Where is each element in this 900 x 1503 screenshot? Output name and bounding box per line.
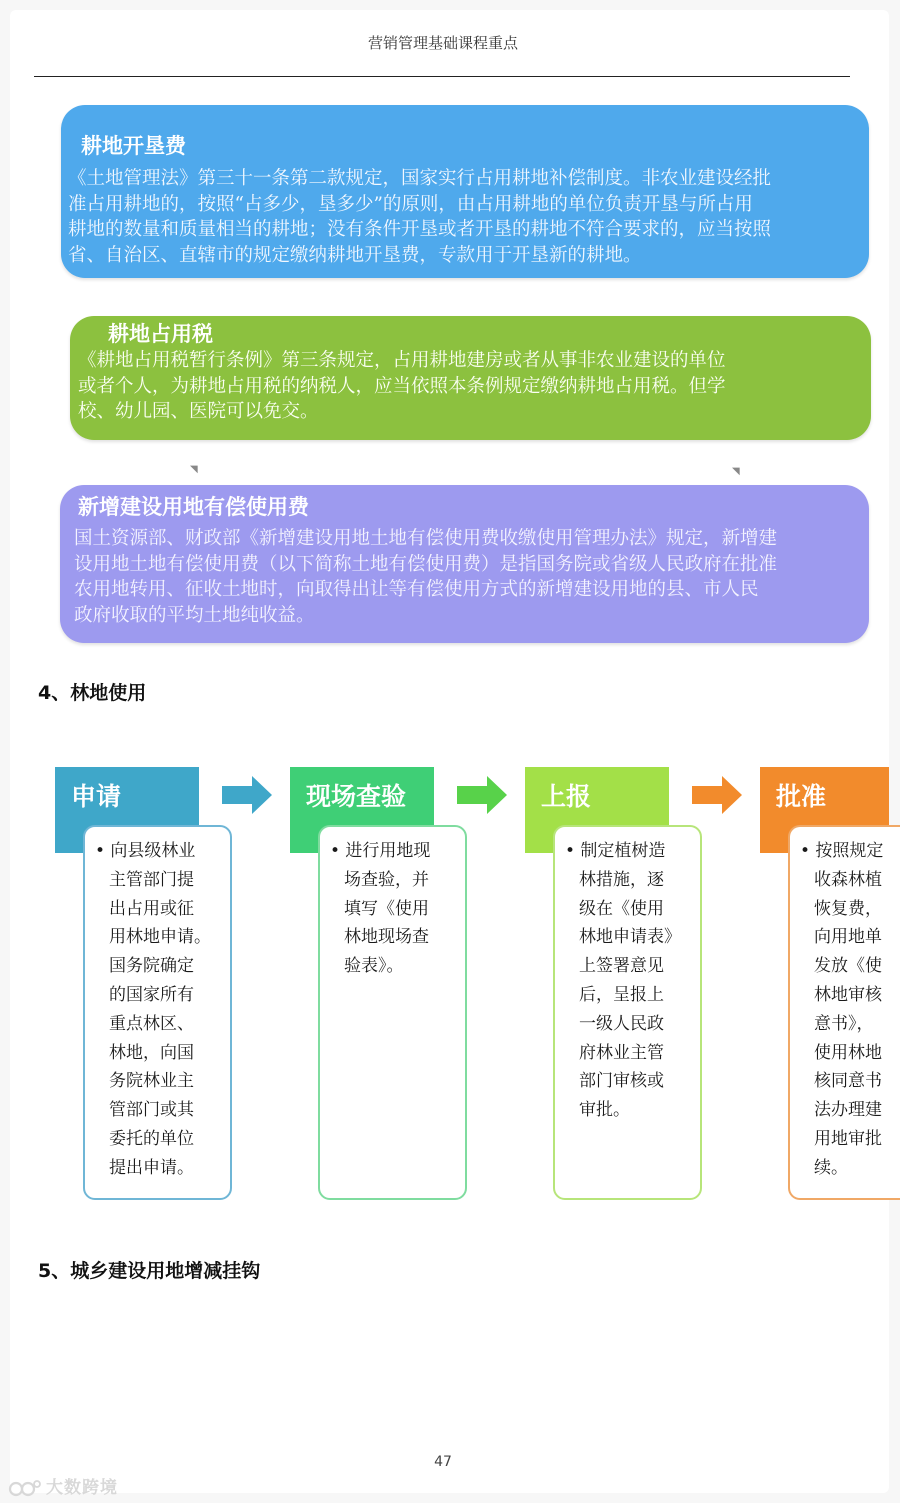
step-line: 用地审批 xyxy=(814,1128,882,1149)
step-text xyxy=(95,837,226,1183)
step-line: 用林地申请。 xyxy=(109,927,211,948)
step-line: 主管部门提 xyxy=(109,869,194,890)
header-title: 营销管理基础课程重点 xyxy=(367,34,518,52)
panel-cultivated-land-occupation-tax xyxy=(70,316,871,440)
step-line: 府林业主管 xyxy=(579,1042,664,1063)
right-arrow-icon xyxy=(222,776,272,814)
panel-line: 耕地的数量和质量相当的耕地；没有条件开垦或者开垦的耕地不符合要求的，应当按照 xyxy=(68,219,772,240)
step-line: 级在《使用 xyxy=(579,898,664,919)
step-line: 的国家所有 xyxy=(109,984,194,1005)
panel-line: 校、幼儿园、医院可以免交。 xyxy=(78,401,319,422)
step-text xyxy=(330,837,461,981)
step-title: 上报 xyxy=(541,782,592,811)
panel-body xyxy=(74,526,855,628)
step-line: 林地现场查 xyxy=(344,927,429,948)
page-number: 47 xyxy=(434,1454,452,1470)
step-line: 续。 xyxy=(814,1157,848,1178)
document-page xyxy=(10,10,889,1493)
panel-body xyxy=(78,348,849,425)
panel-line: 农用地转用、征收土地时，向取得出让等有偿使用方式的新增建设用地的县、市人民 xyxy=(74,579,759,600)
step-line: 核同意书 xyxy=(814,1071,882,1092)
panel-body xyxy=(68,166,853,268)
watermark-logo-icon xyxy=(8,1479,42,1497)
right-arrow-icon xyxy=(692,776,742,814)
step-line: 林地申请表》 xyxy=(579,927,681,948)
step-line: 一级人民政 xyxy=(579,1013,664,1034)
stray-mark: ◥ xyxy=(732,466,740,477)
step-line: • 进行用地现 xyxy=(330,841,431,861)
step-line: 上签署意见 xyxy=(579,956,664,977)
panel-line: 《耕地占用税暂行条例》第三条规定，占用耕地建房或者从事非农业建设的单位 xyxy=(78,350,726,371)
step-line: 林地，向国 xyxy=(109,1042,194,1063)
step-text xyxy=(800,837,900,1183)
step-line: 提出申请。 xyxy=(109,1157,194,1178)
stray-mark: ◥ xyxy=(190,464,198,475)
panel-title: 耕地开垦费 xyxy=(81,133,186,158)
section-heading-urban-rural-linkage: 5、城乡建设用地增减挂钩 xyxy=(38,1260,261,1282)
step-line: 后，呈报上 xyxy=(579,984,664,1005)
step-box-apply xyxy=(83,825,232,1200)
panel-line: 准占用耕地的，按照“占多少，垦多少”的原则，由占用耕地的单位负责开垦与所占用 xyxy=(68,193,753,215)
step-line: • 制定植树造 xyxy=(565,841,666,861)
step-line: 验表》。 xyxy=(344,956,404,977)
step-line: 发放《使 xyxy=(814,956,882,977)
panel-line: 《土地管理法》第三十一条第二款规定，国家实行占用耕地补偿制度。非农业建设经批 xyxy=(68,168,772,189)
step-box-report xyxy=(553,825,702,1200)
panel-title: 耕地占用税 xyxy=(108,321,213,346)
step-line: 法办理建 xyxy=(814,1100,882,1121)
step-line: 审批。 xyxy=(579,1100,630,1121)
panel-line: 设用地土地有偿使用费（以下简称土地有偿使用费）是指国务院或省级人民政府在批准 xyxy=(74,553,778,575)
step-line: 场查验，并 xyxy=(344,869,429,890)
step-text xyxy=(565,837,696,1125)
step-line: • 向县级林业 xyxy=(95,841,196,861)
step-line: 出占用或征 xyxy=(109,898,194,919)
watermark-text: 大数跨境 xyxy=(46,1478,118,1498)
step-line: 管部门或其 xyxy=(109,1100,194,1121)
step-line: 委托的单位 xyxy=(109,1128,194,1149)
panel-line: 省、自治区、直辖市的规定缴纳耕地开垦费，专款用于开垦新的耕地。 xyxy=(68,244,642,266)
panel-new-construction-land-fee xyxy=(60,485,869,643)
step-line: 向用地单 xyxy=(814,927,882,948)
panel-title: 新增建设用地有偿使用费 xyxy=(78,494,309,519)
step-line: 恢复费， xyxy=(814,898,882,919)
step-title: 批准 xyxy=(776,782,827,811)
right-arrow-icon xyxy=(457,776,507,814)
step-title: 申请 xyxy=(71,782,122,811)
step-line: 国务院确定 xyxy=(109,956,194,977)
panel-line: 或者个人，为耕地占用税的纳税人，应当依照本条例规定缴纳耕地占用税。但学 xyxy=(78,375,726,397)
step-box-site-inspection xyxy=(318,825,467,1200)
step-line: 务院林业主 xyxy=(109,1071,194,1092)
section-heading-forest-land: 4、林地使用 xyxy=(38,682,147,704)
step-line: 填写《使用 xyxy=(344,898,429,919)
panel-line: 国土资源部、财政部《新增建设用地土地有偿使用费收缴使用管理办法》规定，新增建 xyxy=(74,528,778,549)
step-line: 林措施，逐 xyxy=(579,869,664,890)
step-line: 重点林区、 xyxy=(109,1013,194,1034)
header-rule xyxy=(34,76,850,77)
step-line: 部门审核或 xyxy=(579,1071,664,1092)
step-line: 意书》， xyxy=(814,1013,874,1034)
panel-cultivated-land-reclamation-fee xyxy=(61,105,869,278)
step-line: 林地审核 xyxy=(814,984,882,1005)
watermark xyxy=(8,1473,118,1498)
step-line: 使用林地 xyxy=(814,1042,882,1063)
step-box-approve xyxy=(788,825,900,1200)
step-line: • 按照规定 xyxy=(800,841,884,861)
step-line: 收森林植 xyxy=(814,869,882,890)
step-title: 现场查验 xyxy=(306,782,407,811)
panel-line: 政府收取的平均土地纯收益。 xyxy=(74,604,315,626)
